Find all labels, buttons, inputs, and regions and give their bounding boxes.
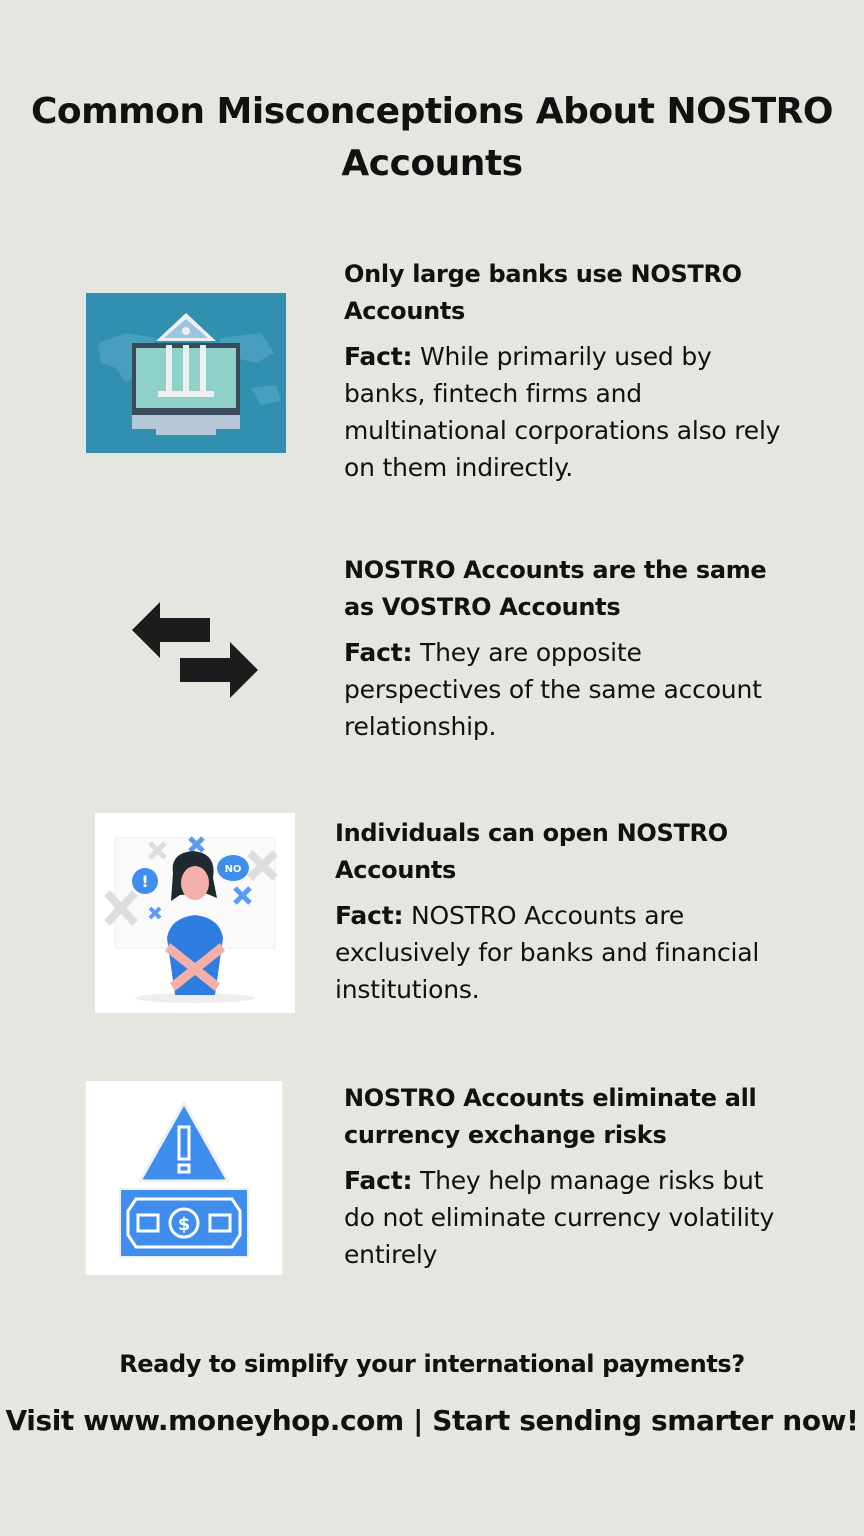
fact-text: Fact: They help manage risks but do not eliminate currency volatility entirely [344, 1166, 775, 1269]
svg-text:!: ! [141, 872, 149, 891]
fact-label: Fact: [344, 638, 413, 667]
woman-refusing-illustration [95, 813, 295, 1013]
fact-label: Fact: [344, 1166, 413, 1195]
misconception-heading: NOSTRO Accounts are the same as VOSTRO Accounts [344, 556, 767, 621]
fact-text: Fact: They are opposite perspectives of the same account relationship. [344, 638, 762, 741]
misconception-1 [344, 256, 784, 486]
warning-money-icon [86, 1081, 282, 1275]
fact-label: Fact: [344, 342, 413, 371]
misconception-2 [344, 552, 804, 745]
page-title: Common Misconceptions About NOSTRO Accounts [30, 91, 834, 184]
svg-text:NO: NO [224, 864, 242, 875]
fact-text: Fact: While primarily used by banks, fintech firms and multinational corporations also rely on them indirectly. [344, 342, 781, 482]
cta-question: Ready to simplify your international payments? [119, 1350, 745, 1378]
fact-text: Fact: NOSTRO Accounts are exclusively for banks and financial institutions. [335, 901, 760, 1004]
bank-computer-illustration [86, 293, 286, 453]
misconception-4 [344, 1080, 784, 1273]
svg-text:$: $ [177, 1214, 191, 1235]
misconception-heading: Only large banks use NOSTRO Accounts [344, 260, 742, 325]
cta-action: Visit www.moneyhop.com | Start sending smarter now! [5, 1404, 859, 1437]
misconception-3 [335, 815, 775, 1008]
misconception-heading: NOSTRO Accounts eliminate all currency exchange risks [344, 1084, 757, 1149]
misconception-heading: Individuals can open NOSTRO Accounts [335, 819, 728, 884]
fact-label: Fact: [335, 901, 404, 930]
swap-arrows-icon [130, 600, 260, 700]
